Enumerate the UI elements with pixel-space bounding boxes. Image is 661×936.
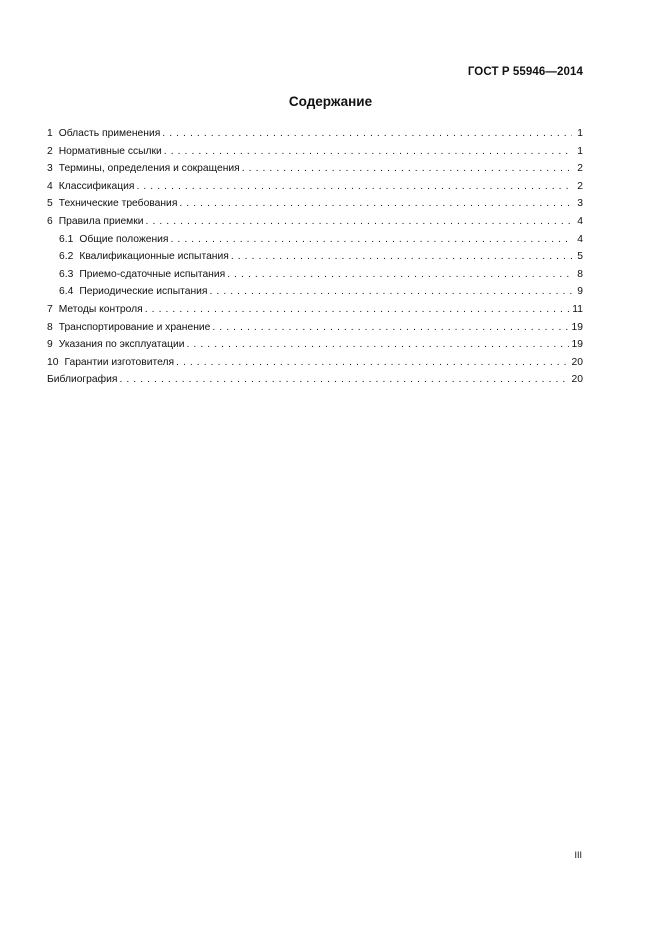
- toc-entry-title: Квалификационные испытания: [79, 251, 229, 263]
- toc-entry-title: Указания по эксплуатации: [58, 339, 185, 351]
- toc-entry-page: 2: [577, 163, 583, 175]
- toc-entry[interactable]: [47, 143, 583, 161]
- toc-entry[interactable]: [47, 283, 583, 301]
- toc-dot-leader: [146, 213, 572, 231]
- toc-entry-number: 5: [47, 198, 53, 210]
- toc-entry[interactable]: [47, 195, 583, 213]
- toc-entry-number: 10: [47, 356, 59, 368]
- toc-entry-title: Библиография: [47, 374, 118, 386]
- toc-entry[interactable]: [47, 231, 583, 249]
- toc-entry[interactable]: [47, 371, 583, 389]
- toc-entry-title: Транспортирование и хранение: [58, 321, 211, 333]
- toc-entry-page: 4: [577, 215, 583, 227]
- toc-entry-page: 20: [571, 374, 583, 386]
- toc-entry-page: 4: [577, 233, 583, 245]
- toc-entry-title: Область применения: [58, 128, 161, 139]
- page-number: III: [574, 850, 582, 860]
- toc-dot-leader: [164, 143, 572, 161]
- toc-entry-number: 6.2: [59, 251, 74, 263]
- toc-entry-page: 8: [577, 268, 583, 280]
- toc-entry-title: Приемо-сдаточные испытания: [79, 268, 226, 280]
- toc-entry-page: 19: [571, 339, 583, 351]
- toc-entry[interactable]: [47, 266, 583, 284]
- toc-dot-leader: [187, 336, 569, 354]
- toc-entry-title: Гарантии изготовителя: [64, 356, 175, 368]
- toc-entry-page: 2: [577, 180, 583, 192]
- toc-entry-number: 2: [47, 145, 53, 157]
- toc-entry-title: Классификация: [58, 180, 135, 192]
- toc-entry-number: 6.4: [59, 286, 74, 298]
- toc-entry-number: 1: [47, 128, 53, 139]
- toc-entry-title: Правила приемки: [58, 215, 144, 227]
- toc-entry-number: 8: [47, 321, 53, 333]
- toc-entry-page: 5: [577, 251, 583, 263]
- toc-entry-page: 19: [571, 321, 583, 333]
- toc-dot-leader: [212, 319, 568, 337]
- toc-dot-leader: [227, 266, 572, 284]
- toc-entry-page: 20: [571, 356, 583, 368]
- toc-dot-leader: [171, 231, 573, 249]
- toc-entry[interactable]: [47, 160, 583, 178]
- toc-entry[interactable]: [47, 301, 583, 319]
- toc-entry-page: 11: [572, 303, 583, 315]
- toc-entry-number: 6.3: [59, 268, 74, 280]
- toc-entry-number: 3: [47, 163, 53, 175]
- toc-entry-number: 6: [47, 215, 53, 227]
- toc-dot-leader: [145, 301, 570, 319]
- toc-entry-number: 4: [47, 180, 53, 192]
- toc-dot-leader: [179, 195, 572, 213]
- toc-dot-leader: [210, 283, 573, 301]
- toc-entry-page: 1: [577, 128, 583, 139]
- toc-entry-title: Периодические испытания: [79, 286, 208, 298]
- document-code: ГОСТ Р 55946—2014: [467, 66, 583, 78]
- toc-entry[interactable]: [47, 178, 583, 196]
- toc-dot-leader: [231, 248, 572, 266]
- toc-dot-leader: [136, 178, 572, 196]
- toc-entry-page: 9: [577, 286, 583, 298]
- toc-entry-number: 6.1: [59, 233, 74, 245]
- toc-entry-page: 3: [577, 198, 583, 210]
- toc-dot-leader: [162, 125, 572, 143]
- toc-entry-title: Термины, определения и сокращения: [58, 163, 240, 175]
- toc-title: Содержание: [288, 94, 373, 109]
- toc-entry-title: Общие положения: [79, 233, 169, 245]
- toc-entry-title: Технические требования: [58, 198, 178, 210]
- toc-entry[interactable]: [47, 319, 583, 337]
- toc-dot-leader: [242, 160, 572, 178]
- toc-dot-leader: [176, 354, 568, 372]
- toc-entry-title: Методы контроля: [58, 303, 143, 315]
- toc-entry-number: 9: [47, 339, 53, 351]
- toc-entry[interactable]: [47, 125, 583, 143]
- toc-entry[interactable]: [47, 248, 583, 266]
- toc-entry-page: 1: [577, 145, 583, 157]
- toc-entry-number: 7: [47, 303, 53, 315]
- toc-entry[interactable]: [47, 213, 583, 231]
- toc-entry[interactable]: [47, 336, 583, 354]
- toc-entry-title: Нормативные ссылки: [58, 145, 162, 157]
- toc-dot-leader: [119, 371, 568, 389]
- table-of-contents: [47, 125, 583, 389]
- toc-entry[interactable]: [47, 354, 583, 372]
